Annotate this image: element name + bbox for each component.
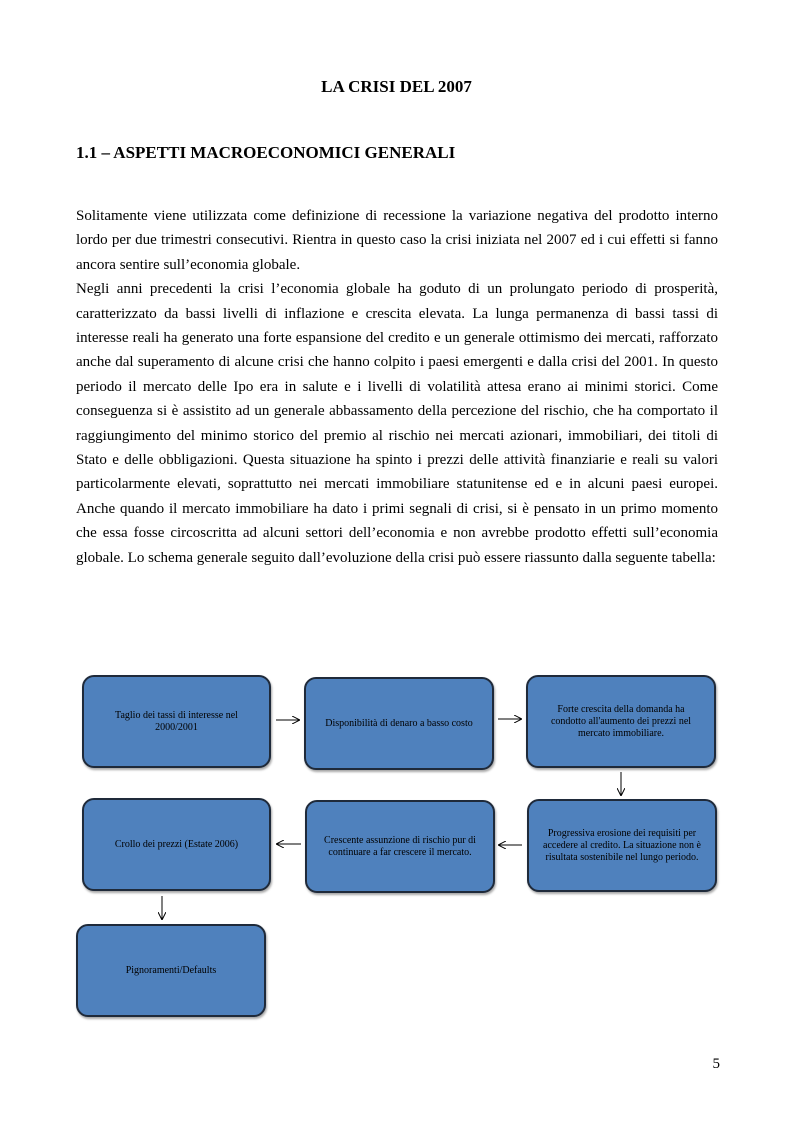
paragraph-1: Solitamente viene utilizzata come definizione di recessione la variazione negativa del prodotto interno lordo per due trimestri consecutivi. Rientra in questo caso la crisi iniziata nel 2007 ed i cui effetti si fanno ancora sentire sull’economia globale. bbox=[76, 208, 718, 273]
page-title: LA CRISI DEL 2007 bbox=[321, 77, 472, 96]
flow-step-6: Crollo dei prezzi (Estate 2006) bbox=[82, 798, 271, 891]
flow-step-3: Forte crescita della domanda ha condotto all'aumento dei prezzi nel mercato immobiliare. bbox=[526, 675, 716, 768]
section-heading: 1.1 – ASPETTI MACROECONOMICI GENERALI bbox=[76, 143, 456, 162]
flow-step-2: Disponibilità di denaro a basso costo bbox=[304, 677, 494, 770]
page-number: 5 bbox=[712, 1056, 720, 1072]
flow-step-5: Crescente assunzione di rischio pur di continuare a far crescere il mercato. bbox=[305, 800, 495, 893]
paragraph-2: Negli anni precedenti la crisi l’economia globale ha goduto di un prolungato periodo di prosperità, caratterizzato da bassi livelli di inflazione e crescita elevata. La lunga permanenza di bassi tassi di interesse reali ha generato una forte espansione del credito e un generale ottimismo dei mercati, rafforzato anche dal superamento di alcune crisi che hanno colpito i paesi emergenti e dalla crisi del 2001. In questo periodo il mercato delle Ipo era in salute e i livelli di volatilità attesa erano ai minimi storici. Come conseguenza si è assistito ad un generale abbassamento della percezione del rischio, che ha comportato il raggiungimento del minimo storico del premio al rischio nei mercati azionari, immobiliari, dei titoli di Stato e delle obbligazioni. Questa situazione ha spinto i prezzi delle attività finanziarie e reali su valori particolarmente elevati, soprattutto nei mercati immobiliare statunitense ed e in alcuni paesi europei. Anche quando il mercato immobiliare ha dato i primi segnali di crisi, si è pensato in un primo momento che essa fosse circoscritta ad alcuni settori dell’economia e non avrebbe prodotto effetti sull’economia globale. Lo schema generale seguito dall’evoluzione della crisi può essere riassunto dalla seguente tabella: bbox=[76, 281, 718, 566]
flow-step-7: Pignoramenti/Defaults bbox=[76, 924, 266, 1017]
flow-step-4: Progressiva erosione dei requisiti per accedere al credito. La situazione non è risultata sostenibile nel lungo periodo. bbox=[527, 799, 717, 892]
flow-step-1: Taglio dei tassi di interesse nel 2000/2001 bbox=[82, 675, 271, 768]
body-text bbox=[76, 204, 718, 570]
